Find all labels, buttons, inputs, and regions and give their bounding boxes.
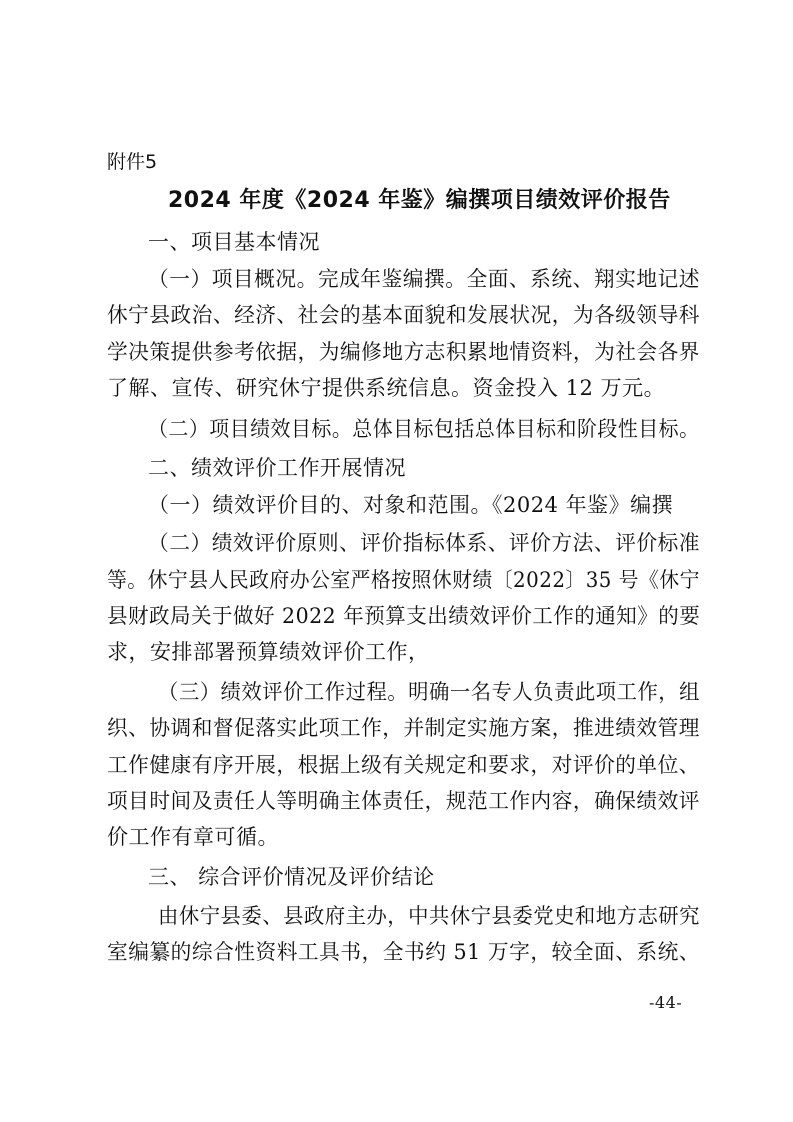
paragraph-line: 室编纂的综合性资料工具书，全书约 51 万字，较全面、系统、: [107, 940, 701, 964]
paragraph-line: （三）绩效评价工作过程。明确一名专人负责此项工作，组: [158, 680, 701, 704]
paragraph-line: 项目时间及责任人等明确主体责任，规范工作内容，确保绩效评: [107, 789, 700, 813]
paragraph-line: 工作健康有序开展，根据上级有关规定和要求，对评价的单位、: [107, 753, 700, 777]
paragraph-line: 学决策提供参考依据，为编修地方志积累地情资料，为社会各界: [107, 340, 700, 364]
section-heading-1: 一、项目基本情况: [148, 230, 320, 254]
paragraph-line: 等。休宁县人民政府办公室严格按照休财绩〔2022〕35 号《休宁: [107, 568, 700, 592]
paragraph-line: 价工作有章可循。: [107, 825, 279, 849]
paragraph-line: 休宁县政治、经济、社会的基本面貌和发展状况，为各级领导科: [107, 303, 700, 327]
section-heading-2: 二、绩效评价工作开展情况: [148, 456, 406, 480]
section-heading-3: 三、 综合评价情况及评价结论: [148, 865, 435, 889]
paragraph-line: （二）绩效评价原则、评价指标体系、评价方法、评价标准: [148, 531, 701, 555]
paragraph-line: （一）绩效评价目的、对象和范围。《2024 年鉴》编撰: [148, 493, 674, 517]
paragraph-line: 县财政局关于做好 2022 年预算支出绩效评价工作的通知》的要: [107, 604, 701, 628]
paragraph-line: （二）项目绩效目标。总体目标包括总体目标和阶段性目标。: [148, 417, 700, 441]
page-number: -44-: [649, 993, 683, 1012]
attachment-label: 附件5: [107, 151, 158, 173]
paragraph-line: 求，安排部署预算绩效评价工作，: [107, 640, 430, 664]
paragraph-line: 了解、宣传、研究休宁提供系统信息。资金投入 12 万元。: [107, 376, 666, 400]
paragraph-line: 织、协调和督促落实此项工作，并制定实施方案，推进绩效管理: [107, 716, 700, 740]
report-title: 2024 年度《2024 年鉴》编撰项目绩效评价报告: [168, 188, 671, 213]
paragraph-line: （一）项目概况。完成年鉴编撰。全面、系统、翔实地记述: [148, 267, 701, 291]
paragraph-line: 由休宁县委、县政府主办，中共休宁县委党史和地方志研究: [158, 904, 701, 928]
